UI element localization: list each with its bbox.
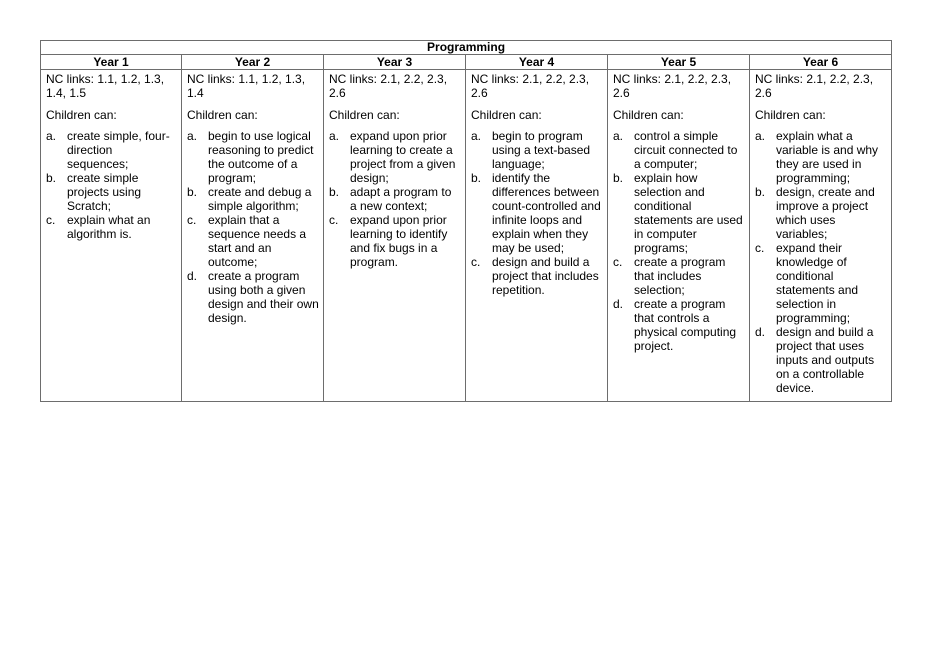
item-text: expand their knowledge of conditional statements and selection in programming; bbox=[776, 241, 859, 325]
nc-links: NC links: 2.1, 2.2, 2.3, 2.6 bbox=[755, 72, 874, 100]
objective-item bbox=[613, 129, 745, 171]
nc-links: NC links: 1.1, 1.2, 1.3, 1.4 bbox=[187, 72, 306, 100]
objective-item bbox=[329, 213, 461, 269]
item-marker: a. bbox=[46, 129, 57, 143]
objective-item bbox=[187, 269, 319, 325]
item-marker: b. bbox=[471, 171, 482, 185]
item-text: explain how selection and conditional statements are used in computer programs; bbox=[634, 171, 743, 255]
item-text: begin to use logical reasoning to predict the outcome of a program; bbox=[208, 129, 314, 185]
children-can-label: Children can: bbox=[755, 108, 826, 122]
objective-item bbox=[755, 185, 887, 241]
objective-item bbox=[187, 129, 319, 185]
item-text: design and build a project that includes repetition. bbox=[492, 255, 599, 297]
objective-item bbox=[187, 213, 319, 269]
item-text: begin to program using a text-based language; bbox=[492, 129, 591, 171]
item-text: control a simple circuit connected to a computer; bbox=[634, 129, 738, 171]
item-marker: c. bbox=[471, 255, 481, 269]
item-text: explain what a variable is and why they are used in programming; bbox=[776, 129, 879, 185]
item-marker: a. bbox=[471, 129, 482, 143]
nc-links: NC links: 2.1, 2.2, 2.3, 2.6 bbox=[471, 72, 590, 100]
year-column-cell bbox=[324, 70, 466, 402]
item-marker: d. bbox=[755, 325, 766, 339]
objective-item bbox=[187, 185, 319, 213]
year-column-cell bbox=[182, 70, 324, 402]
children-can-label: Children can: bbox=[329, 108, 400, 122]
item-text: create simple projects using Scratch; bbox=[67, 171, 142, 213]
objective-list bbox=[471, 129, 603, 297]
objective-item bbox=[755, 241, 887, 325]
item-marker: b. bbox=[613, 171, 624, 185]
item-marker: a. bbox=[187, 129, 198, 143]
item-text: explain that a sequence needs a start and an outcome; bbox=[208, 213, 307, 269]
item-marker: d. bbox=[187, 269, 198, 283]
nc-links: NC links: 2.1, 2.2, 2.3, 2.6 bbox=[329, 72, 448, 100]
year-column-cell bbox=[750, 70, 892, 402]
item-text: expand upon prior learning to create a project from a given design; bbox=[350, 129, 456, 185]
item-marker: b. bbox=[755, 185, 766, 199]
item-text: explain what an algorithm is. bbox=[67, 213, 151, 241]
item-marker: a. bbox=[755, 129, 766, 143]
title-row bbox=[41, 41, 892, 55]
children-can-label: Children can: bbox=[187, 108, 258, 122]
objective-list bbox=[613, 129, 745, 353]
objective-item bbox=[755, 129, 887, 185]
nc-links: NC links: 1.1, 1.2, 1.3, 1.4, 1.5 bbox=[46, 72, 165, 100]
item-marker: c. bbox=[755, 241, 765, 255]
item-marker: d. bbox=[613, 297, 624, 311]
nc-links: NC links: 2.1, 2.2, 2.3, 2.6 bbox=[613, 72, 732, 100]
item-text: identify the differences between count-controlled and infinite loops and explain when they may be used; bbox=[492, 171, 601, 255]
item-text: design, create and improve a project which uses variables; bbox=[776, 185, 875, 241]
objective-item bbox=[613, 297, 745, 353]
item-text: expand upon prior learning to identify and fix bugs in a program. bbox=[350, 213, 448, 269]
table-title: Programming bbox=[41, 41, 892, 55]
year-column-cell bbox=[41, 70, 182, 402]
objective-item bbox=[329, 129, 461, 185]
item-marker: a. bbox=[329, 129, 340, 143]
item-text: create a program that includes selection; bbox=[634, 255, 726, 297]
objective-item bbox=[329, 185, 461, 213]
year-header-row bbox=[41, 55, 892, 70]
item-marker: b. bbox=[329, 185, 340, 199]
year-header: Year 6 bbox=[750, 55, 892, 70]
year-header: Year 4 bbox=[466, 55, 608, 70]
item-marker: a. bbox=[613, 129, 624, 143]
objective-item bbox=[46, 213, 177, 241]
objective-item bbox=[613, 171, 745, 255]
objective-item bbox=[755, 325, 887, 395]
objective-list bbox=[755, 129, 887, 395]
year-header: Year 2 bbox=[182, 55, 324, 70]
item-marker: c. bbox=[46, 213, 56, 227]
item-marker: c. bbox=[329, 213, 339, 227]
objective-item bbox=[471, 171, 603, 255]
item-text: design and build a project that uses inputs and outputs on a controllable device. bbox=[776, 325, 875, 395]
item-marker: b. bbox=[187, 185, 198, 199]
item-marker: b. bbox=[46, 171, 57, 185]
objective-item bbox=[46, 171, 177, 213]
objective-item bbox=[471, 255, 603, 297]
objective-item bbox=[46, 129, 177, 171]
item-text: create and debug a simple algorithm; bbox=[208, 185, 312, 213]
year-header: Year 1 bbox=[41, 55, 182, 70]
year-header: Year 3 bbox=[324, 55, 466, 70]
objective-list bbox=[187, 129, 319, 325]
year-column-cell bbox=[466, 70, 608, 402]
item-text: create a program that controls a physical computing project. bbox=[634, 297, 737, 353]
objective-list bbox=[46, 129, 177, 241]
children-can-label: Children can: bbox=[613, 108, 684, 122]
objective-item bbox=[471, 129, 603, 171]
item-marker: c. bbox=[613, 255, 623, 269]
item-marker: c. bbox=[187, 213, 197, 227]
children-can-label: Children can: bbox=[46, 108, 117, 122]
objective-list bbox=[329, 129, 461, 269]
content-row bbox=[41, 70, 892, 402]
item-text: create simple, four-direction sequences; bbox=[67, 129, 170, 171]
objective-item bbox=[613, 255, 745, 297]
year-header: Year 5 bbox=[608, 55, 750, 70]
children-can-label: Children can: bbox=[471, 108, 542, 122]
year-column-cell bbox=[608, 70, 750, 402]
item-text: create a program using both a given design and their own design. bbox=[208, 269, 319, 325]
programming-table bbox=[40, 40, 892, 402]
item-text: adapt a program to a new context; bbox=[350, 185, 452, 213]
